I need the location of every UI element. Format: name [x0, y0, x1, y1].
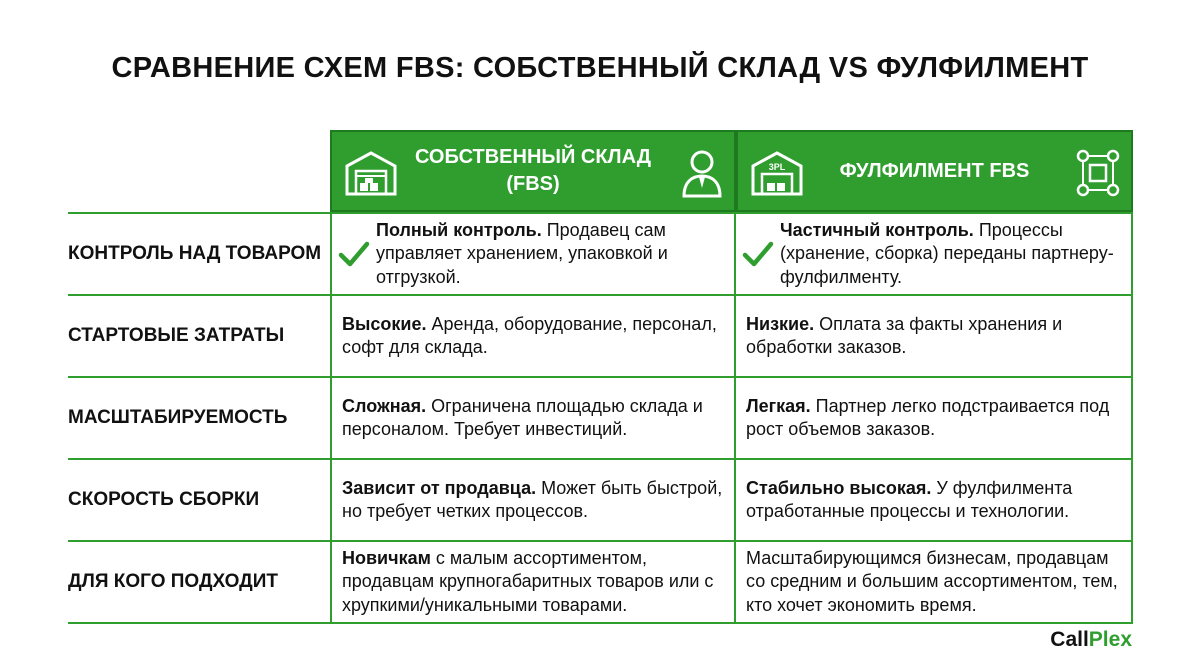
table-row [68, 296, 1133, 378]
cell-own-warehouse [330, 214, 736, 294]
header-own-warehouse [330, 130, 736, 212]
cell-text [746, 477, 1125, 524]
header-fulfillment-title: ФУЛФИЛМЕНТ FBS [839, 159, 1030, 182]
header-fulfillment [736, 130, 1133, 212]
cell-fulfillment [736, 296, 1133, 376]
cell-bold: Полный контроль. [376, 219, 542, 240]
page-title: СРАВНЕНИЕ СХЕМ FBS: СОБСТВЕННЫЙ СКЛАД VS ФУЛФИЛМЕНТ [111, 52, 1089, 84]
row-label: СТАРТОВЫЕ ЗАТРАТЫ [68, 325, 285, 346]
logo-part-plex: Plex [1088, 628, 1132, 651]
cell-bold: Низкие. [746, 313, 815, 334]
warehouse-icon [344, 150, 398, 204]
cell-fulfillment [736, 214, 1133, 294]
cell-body: У фулфилмента отработанные процессы и технологии. [746, 477, 1073, 521]
row-label: СКОРОСТЬ СБОРКИ [68, 489, 260, 510]
cell-text [342, 395, 724, 442]
cell-fulfillment [736, 378, 1133, 458]
cell-body: Процессы (хранение, сборка) переданы партнеру-фулфилменту. [780, 219, 1114, 287]
row-label: ДЛЯ КОГО ПОДХОДИТ [68, 571, 278, 592]
header-own-title-line2: (FBS) [506, 173, 560, 195]
cell-own-warehouse [330, 542, 736, 622]
cell-bold: Новичкам [342, 547, 431, 568]
cell-text [376, 219, 724, 289]
checkmark-icon [742, 240, 780, 268]
brand-logo [1050, 628, 1132, 652]
cell-fulfillment [736, 460, 1133, 540]
table-row [68, 460, 1133, 542]
cell-body: Продавец сам управляет хранением, упаковкой и отгрузкой. [376, 219, 668, 287]
cell-text [746, 313, 1125, 360]
cell-text [746, 395, 1125, 442]
cell-body: Масштабирующимся бизнесам, продавцам со средним и большим ассортиментом, тем, кто хочет экономить время. [746, 547, 1118, 615]
cell-body: Аренда, оборудование, персонал, софт для склада. [342, 313, 717, 357]
warehouse-3pl-icon [750, 150, 804, 204]
cell-own-warehouse [330, 296, 736, 376]
cell-body: с малым ассортиментом, продавцам крупногабаритных товаров или с хрупкими/уникальными товарами. [342, 547, 714, 615]
cell-text [342, 477, 724, 524]
cell-bold: Сложная. [342, 395, 427, 416]
cell-body: Партнер легко подстраивается под рост объемов заказов. [746, 395, 1110, 439]
header-own-title-line1: СОБСТВЕННЫЙ СКЛАД [414, 146, 652, 168]
cell-body: Может быть быстрой, но требует четких процессов. [342, 477, 723, 521]
cell-own-warehouse [330, 460, 736, 540]
network-box-icon [1075, 148, 1121, 206]
table-row [68, 378, 1133, 460]
cell-text [342, 547, 724, 617]
cell-own-warehouse [330, 378, 736, 458]
row-label: КОНТРОЛЬ НАД ТОВАРОМ [68, 243, 322, 264]
table-header [68, 130, 1133, 212]
cell-text [780, 219, 1125, 289]
icon-3pl-label: 3PL [768, 162, 786, 172]
cell-text [746, 547, 1125, 617]
cell-bold: Легкая. [746, 395, 811, 416]
table-row [68, 542, 1133, 624]
person-icon [680, 148, 724, 206]
cell-bold: Высокие. [342, 313, 427, 334]
logo-part-call: Call [1050, 628, 1089, 651]
cell-body: Ограничена площадью склада и персоналом. Требует инвестиций. [342, 395, 703, 439]
cell-bold: Зависит от продавца. [342, 477, 537, 498]
cell-fulfillment [736, 542, 1133, 622]
table-row [68, 212, 1133, 296]
row-label: МАСШТАБИРУЕМОСТЬ [68, 407, 288, 428]
checkmark-icon [338, 240, 376, 268]
comparison-table [68, 130, 1133, 624]
cell-bold: Стабильно высокая. [746, 477, 932, 498]
cell-body: Оплата за факты хранения и обработки заказов. [746, 313, 1063, 357]
cell-bold: Частичный контроль. [780, 219, 974, 240]
cell-text [342, 313, 724, 360]
